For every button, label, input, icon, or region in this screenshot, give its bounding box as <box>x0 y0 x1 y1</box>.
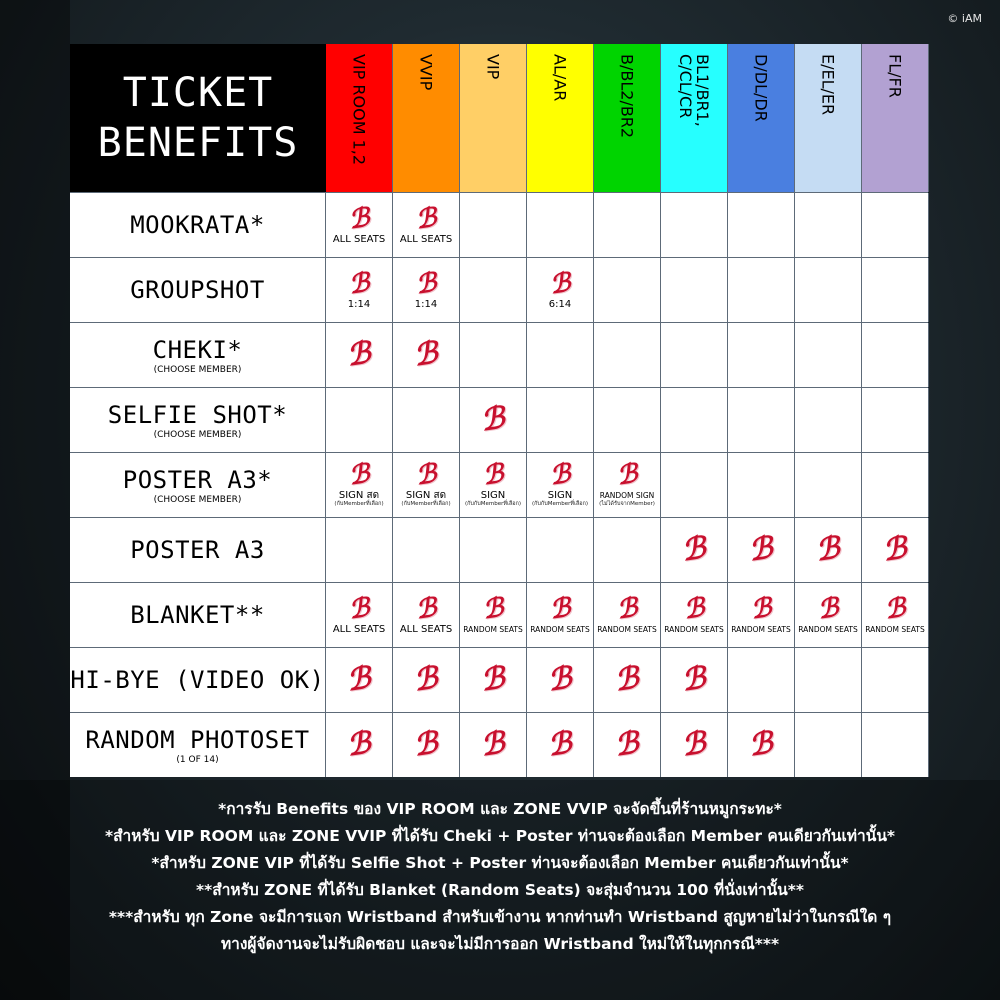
benefit-cell <box>795 193 862 257</box>
zone-header-7 <box>795 44 862 192</box>
table-row <box>70 192 928 257</box>
footnote-line: ทางผู้จัดงานจะไม่รับผิดชอบ และจะไม่มีการออก Wristband ใหม่ให้ในทุกกรณี*** <box>220 935 780 953</box>
cell-note: ALL SEATS <box>332 623 386 635</box>
benefit-cell <box>527 583 594 647</box>
zone-header-6 <box>728 44 795 192</box>
cell-note: RANDOM SEATS <box>597 624 657 634</box>
benefit-label <box>70 713 326 777</box>
title-line-2: BENEFITS <box>97 120 299 166</box>
benefit-cell <box>326 193 393 257</box>
benefit-cell <box>460 453 527 517</box>
cell-note: 1:14 <box>347 298 371 310</box>
benefit-cell <box>728 713 795 777</box>
table-title <box>70 44 326 192</box>
benefit-cell <box>795 518 862 582</box>
red-handwritten-b-mark-icon: ℬ <box>478 725 508 764</box>
benefit-cell <box>728 388 795 452</box>
zone-header-label: VIP <box>483 54 503 80</box>
benefit-cell <box>527 388 594 452</box>
benefit-cell <box>460 648 527 712</box>
red-handwritten-b-mark-icon: ℬ <box>882 592 908 625</box>
benefit-cell <box>326 388 393 452</box>
benefit-cell <box>728 648 795 712</box>
cell-subnote: (กับกับMemberที่เลือก) <box>531 501 589 507</box>
benefit-cell <box>594 518 661 582</box>
zone-header-0 <box>326 44 393 192</box>
benefit-cell <box>527 713 594 777</box>
benefit-label <box>70 193 326 257</box>
red-handwritten-b-mark-icon: ℬ <box>614 592 640 625</box>
benefit-cell <box>728 193 795 257</box>
footnote-line: *สำหรับ VIP ROOM และ ZONE VVIP ที่ได้รับ Cheki + Poster ท่านจะต้องเลือก Member คนเดียวกันเท่านั้น* <box>104 827 896 845</box>
benefit-cell <box>594 388 661 452</box>
benefit-name: CHEKI* <box>152 335 243 364</box>
benefit-cell <box>795 388 862 452</box>
footnote-line: *การรับ Benefits ของ VIP ROOM และ ZONE VVIP จะจัดขึ้นที่ร้านหมูกระทะ* <box>218 800 782 818</box>
table-row <box>70 517 928 582</box>
benefit-cell <box>862 453 929 517</box>
benefit-cell <box>661 453 728 517</box>
benefit-cell <box>862 258 929 322</box>
benefit-cell <box>460 713 527 777</box>
benefit-cell <box>326 453 393 517</box>
zone-header-1 <box>393 44 460 192</box>
red-handwritten-b-mark-icon: ℬ <box>346 202 372 235</box>
benefit-subtitle: (CHOOSE MEMBER) <box>153 364 242 375</box>
benefit-label <box>70 258 326 322</box>
benefit-cell <box>594 258 661 322</box>
benefit-cell <box>661 648 728 712</box>
red-handwritten-b-mark-icon: ℬ <box>480 592 506 625</box>
benefit-cell <box>594 193 661 257</box>
benefit-cell <box>795 323 862 387</box>
benefit-cell <box>393 258 460 322</box>
benefit-cell <box>393 713 460 777</box>
benefit-cell <box>661 518 728 582</box>
red-handwritten-b-mark-icon: ℬ <box>545 660 575 699</box>
benefit-cell <box>527 258 594 322</box>
benefit-cell <box>862 713 929 777</box>
cell-note: RANDOM SIGN <box>599 491 655 500</box>
footnote-line: ***สำหรับ ทุก Zone จะมีการแจก Wristband สำหรับเข้างาน หากท่านทำ Wristband สูญหายไม่ว่าในกรณีใด ๆ <box>108 908 892 926</box>
benefit-label <box>70 388 326 452</box>
footnote-line: *สำหรับ ZONE VIP ที่ได้รับ Selfie Shot + Poster ท่านจะต้องเลือก Member คนเดียวกันเท่านั้น* <box>151 854 849 872</box>
benefit-cell <box>661 388 728 452</box>
benefit-cell <box>728 323 795 387</box>
benefit-cell <box>862 193 929 257</box>
ticket-benefits-table <box>70 44 928 777</box>
benefit-cell <box>326 323 393 387</box>
benefit-cell <box>326 713 393 777</box>
benefit-cell <box>460 388 527 452</box>
benefit-cell <box>661 583 728 647</box>
benefit-label <box>70 583 326 647</box>
red-handwritten-b-mark-icon: ℬ <box>679 530 709 569</box>
red-handwritten-b-mark-icon: ℬ <box>411 335 441 374</box>
benefit-subtitle: (1 OF 14) <box>176 754 219 765</box>
benefit-cell <box>728 583 795 647</box>
red-handwritten-b-mark-icon: ℬ <box>413 458 439 492</box>
benefit-cell <box>460 518 527 582</box>
benefit-cell <box>862 388 929 452</box>
zone-header-label: B/BL2/BR2 <box>617 54 637 139</box>
benefit-label <box>70 453 326 517</box>
red-handwritten-b-mark-icon: ℬ <box>344 725 374 764</box>
red-handwritten-b-mark-icon: ℬ <box>346 458 372 492</box>
benefit-cell <box>661 713 728 777</box>
benefit-cell <box>393 518 460 582</box>
benefit-name: HI-BYE (VIDEO OK) <box>70 666 325 694</box>
red-handwritten-b-mark-icon: ℬ <box>478 660 508 699</box>
benefit-cell <box>594 453 661 517</box>
cell-note: RANDOM SEATS <box>530 624 590 634</box>
red-handwritten-b-mark-icon: ℬ <box>679 660 709 699</box>
benefit-label <box>70 518 326 582</box>
benefit-cell <box>393 583 460 647</box>
red-handwritten-b-mark-icon: ℬ <box>478 400 508 439</box>
footnotes <box>0 796 1000 958</box>
red-handwritten-b-mark-icon: ℬ <box>411 660 441 699</box>
cell-subnote: (กับMemberที่เลือก) <box>401 501 451 507</box>
red-handwritten-b-mark-icon: ℬ <box>679 725 709 764</box>
red-handwritten-b-mark-icon: ℬ <box>614 458 640 492</box>
benefit-cell <box>527 453 594 517</box>
benefit-cell <box>661 193 728 257</box>
benefit-cell <box>460 193 527 257</box>
red-handwritten-b-mark-icon: ℬ <box>411 725 441 764</box>
benefit-cell <box>527 323 594 387</box>
red-handwritten-b-mark-icon: ℬ <box>346 267 372 300</box>
benefit-cell <box>728 453 795 517</box>
benefit-cell <box>728 518 795 582</box>
benefit-name: SELFIE SHOT* <box>107 400 288 429</box>
zone-header-label: BL1/BR1, C/CL/CR <box>676 54 712 127</box>
cell-note: RANDOM SEATS <box>463 624 523 634</box>
benefit-label <box>70 323 326 387</box>
table-row <box>70 387 928 452</box>
red-handwritten-b-mark-icon: ℬ <box>612 725 642 764</box>
benefit-cell <box>527 193 594 257</box>
benefit-cell <box>862 583 929 647</box>
table-row <box>70 452 928 517</box>
red-handwritten-b-mark-icon: ℬ <box>545 725 575 764</box>
benefit-cell <box>393 323 460 387</box>
red-handwritten-b-mark-icon: ℬ <box>480 458 506 492</box>
zone-header-label: E/EL/ER <box>818 54 838 116</box>
cell-note: SIGN สด <box>338 490 380 501</box>
table-row <box>70 257 928 322</box>
cell-note: ALL SEATS <box>399 233 453 245</box>
benefit-name: GROUPSHOT <box>130 276 265 304</box>
zone-header-8 <box>862 44 929 192</box>
cell-subnote: (กับMemberที่เลือก) <box>334 501 384 507</box>
benefit-cell <box>795 258 862 322</box>
zone-header-label: VIP ROOM 1,2 <box>349 54 369 166</box>
benefit-cell <box>393 648 460 712</box>
cell-note: SIGN สด <box>405 490 447 501</box>
benefit-subtitle: (CHOOSE MEMBER) <box>153 494 242 505</box>
benefit-cell <box>795 453 862 517</box>
benefit-cell <box>594 648 661 712</box>
benefit-cell <box>326 583 393 647</box>
benefit-cell <box>393 388 460 452</box>
benefit-cell <box>326 258 393 322</box>
zone-header-5 <box>661 44 728 192</box>
benefit-cell <box>862 323 929 387</box>
red-handwritten-b-mark-icon: ℬ <box>547 267 573 300</box>
table-row <box>70 322 928 387</box>
red-handwritten-b-mark-icon: ℬ <box>880 530 910 569</box>
red-handwritten-b-mark-icon: ℬ <box>344 660 374 699</box>
benefit-name: POSTER A3 <box>130 536 265 564</box>
benefit-cell <box>393 193 460 257</box>
cell-note: ALL SEATS <box>332 233 386 245</box>
table-row <box>70 582 928 647</box>
benefit-cell <box>795 583 862 647</box>
benefit-cell <box>661 258 728 322</box>
benefit-label <box>70 648 326 712</box>
cell-note: SIGN <box>480 490 506 501</box>
red-handwritten-b-mark-icon: ℬ <box>413 202 439 235</box>
zone-header-4 <box>594 44 661 192</box>
red-handwritten-b-mark-icon: ℬ <box>746 530 776 569</box>
red-handwritten-b-mark-icon: ℬ <box>346 592 372 625</box>
benefit-cell <box>326 518 393 582</box>
title-line-1: TICKET <box>122 70 274 116</box>
zone-header-3 <box>527 44 594 192</box>
red-handwritten-b-mark-icon: ℬ <box>813 530 843 569</box>
red-handwritten-b-mark-icon: ℬ <box>746 725 776 764</box>
benefit-name: MOOKRATA* <box>130 211 265 239</box>
red-handwritten-b-mark-icon: ℬ <box>413 267 439 300</box>
cell-subnote: (ไม่ได้รับจากMember) <box>599 501 655 507</box>
red-handwritten-b-mark-icon: ℬ <box>547 592 573 625</box>
benefit-cell <box>594 323 661 387</box>
cell-note: SIGN <box>547 490 573 501</box>
cell-note: RANDOM SEATS <box>664 624 724 634</box>
benefit-cell <box>460 583 527 647</box>
footnote-line: **สำหรับ ZONE ที่ได้รับ Blanket (Random Seats) จะสุ่มจำนวน 100 ที่นั่งเท่านั้น** <box>196 881 804 899</box>
cell-note: RANDOM SEATS <box>865 624 925 634</box>
benefit-cell <box>393 453 460 517</box>
benefit-cell <box>795 648 862 712</box>
benefit-cell <box>594 713 661 777</box>
benefit-cell <box>326 648 393 712</box>
cell-note: 6:14 <box>548 298 572 310</box>
red-handwritten-b-mark-icon: ℬ <box>681 592 707 625</box>
benefit-cell <box>594 583 661 647</box>
red-handwritten-b-mark-icon: ℬ <box>413 592 439 625</box>
benefit-name: BLANKET** <box>130 601 265 629</box>
red-handwritten-b-mark-icon: ℬ <box>612 660 642 699</box>
red-handwritten-b-mark-icon: ℬ <box>547 458 573 492</box>
zone-header-label: AL/AR <box>550 54 570 102</box>
zone-header-label: D/DL/DR <box>751 54 771 122</box>
table-row <box>70 647 928 712</box>
cell-note: ALL SEATS <box>399 623 453 635</box>
benefit-subtitle: (CHOOSE MEMBER) <box>153 429 242 440</box>
table-row <box>70 712 928 777</box>
cell-note: RANDOM SEATS <box>798 624 858 634</box>
benefit-cell <box>862 648 929 712</box>
benefit-cell <box>661 323 728 387</box>
benefit-cell <box>460 258 527 322</box>
benefit-name: RANDOM PHOTOSET <box>85 725 310 754</box>
cell-note: 1:14 <box>414 298 438 310</box>
zone-header-2 <box>460 44 527 192</box>
benefit-cell <box>795 713 862 777</box>
benefit-cell <box>460 323 527 387</box>
benefit-cell <box>527 518 594 582</box>
red-handwritten-b-mark-icon: ℬ <box>344 335 374 374</box>
zone-header-label: FL/FR <box>885 54 905 98</box>
cell-note: RANDOM SEATS <box>731 624 791 634</box>
cell-subnote: (กับกับMemberที่เลือก) <box>464 501 522 507</box>
copyright-text: © iAM <box>947 12 982 25</box>
benefit-name: POSTER A3* <box>122 465 273 494</box>
zone-header-label: VVIP <box>416 54 436 91</box>
benefit-cell <box>728 258 795 322</box>
red-handwritten-b-mark-icon: ℬ <box>815 592 841 625</box>
red-handwritten-b-mark-icon: ℬ <box>748 592 774 625</box>
benefit-cell <box>527 648 594 712</box>
benefit-cell <box>862 518 929 582</box>
